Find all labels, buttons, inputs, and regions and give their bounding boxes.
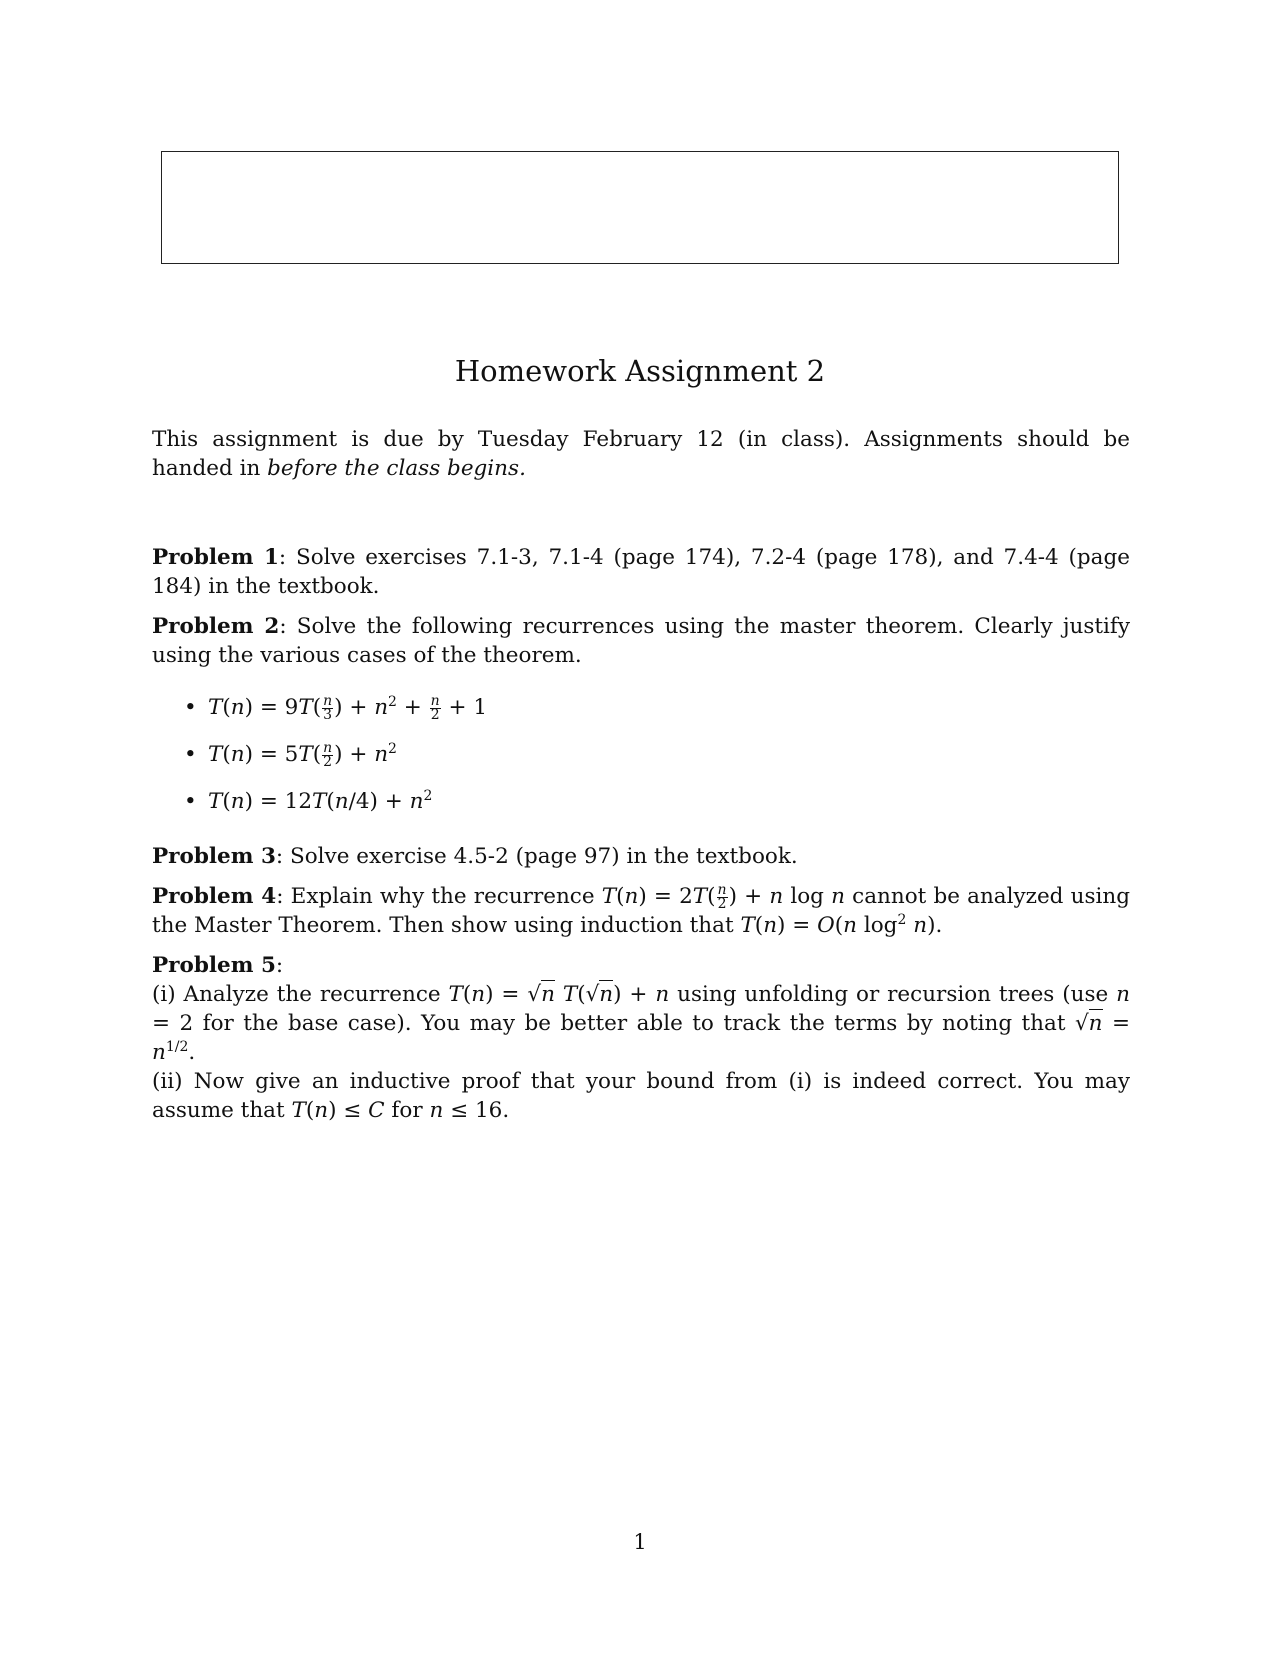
problem-1 (152, 543, 1130, 601)
intro-emphasis: before the class begins. (267, 456, 526, 481)
problem-4: Problem 4: Explain why the recurrence T(n) = 2T( $\frac{n}{2}$ ) + n log n cannot be analyzed using the Master Theorem. Then show using induction that T(n) = O(n $\log^2 n$). (152, 881, 1130, 938)
problem-2-text: : Solve the following recurrences using the master theorem. Clearly justify using the various cases of the theorem. (152, 614, 1130, 668)
problem-5-part-i: (i) Analyze the recurrence (152, 982, 449, 1007)
recurrence-item: • T(n) = 5T( $\frac{n}{2}$ ) + $n^2$ (184, 739, 397, 770)
problem-4-label: Problem 4 (152, 884, 277, 909)
problem-3 (152, 842, 1130, 871)
problem-2-label: Problem 2 (152, 614, 280, 639)
recurrence-item: • $T(n) = 12T(n/4) + n^2$ (184, 787, 433, 814)
problem-1-text: : Solve exercises 7.1-3, 7.1-4 (page 174), 7.2-4 (page 178), and 7.4-4 (page 184) in the textbook. (152, 545, 1130, 599)
page-title: Homework Assignment 2 (454, 354, 826, 388)
recurrence-item: • T(n) = 9T( $\frac{n}{3}$ ) + $n^2$ + $\frac{n}{2}$ + 1 (184, 692, 488, 723)
recurrence-3: $T(n) = 12T(n/4) + n^2$ (208, 787, 433, 814)
problem-1-label: Problem 1 (152, 545, 279, 570)
recurrence-1: T(n) = 9T( $\frac{n}{3}$ ) + $n^2$ + $\frac{n}{2}$ + 1 (208, 692, 488, 723)
problem-5-recurrence: T(n) = √n T(√n) + n (448, 982, 670, 1007)
problem-5-part-ii: (ii) Now give an inductive proof that your bound from (i) is indeed correct. You may assume that (152, 1069, 1130, 1123)
problem-4-bound: T(n) = O(n $\log^2 n$) (740, 911, 936, 938)
problem-5-label: Problem 5 (152, 953, 276, 978)
header-box (161, 151, 1119, 264)
problem-5: Problem 5: (i) Analyze the recurrence T(n) = √n T(√n) + n using unfolding or recursion trees (use n = 2 for the base case). You may be better able to track the terms by noting that $√n = n^{1/2}$. (ii) Now give an inductive proof that your bound from (i) is indeed correct. You may assume that T(n) ≤ C for n ≤ 16. (152, 953, 1130, 1123)
page-number: 1 (633, 1530, 647, 1554)
document-body (152, 425, 1130, 1125)
problem-5-sqrt-identity: $√n = n^{1/2}$. (152, 1011, 1130, 1065)
recurrence-list (184, 692, 1130, 818)
problem-2 (152, 612, 1130, 670)
intro-text: This assignment is due by Tuesday February 12 (in class). Assignments should be handed in (152, 427, 1130, 481)
problem-4-recurrence: T(n) = 2T( $\frac{n}{2}$ ) + n log n (601, 881, 845, 912)
recurrence-2: T(n) = 5T( $\frac{n}{2}$ ) + $n^2$ (208, 739, 397, 770)
problem-3-text: : Solve exercise 4.5-2 (page 97) in the textbook. (275, 844, 798, 869)
problem-3-label: Problem 3 (152, 844, 276, 869)
intro-paragraph (152, 425, 1130, 483)
